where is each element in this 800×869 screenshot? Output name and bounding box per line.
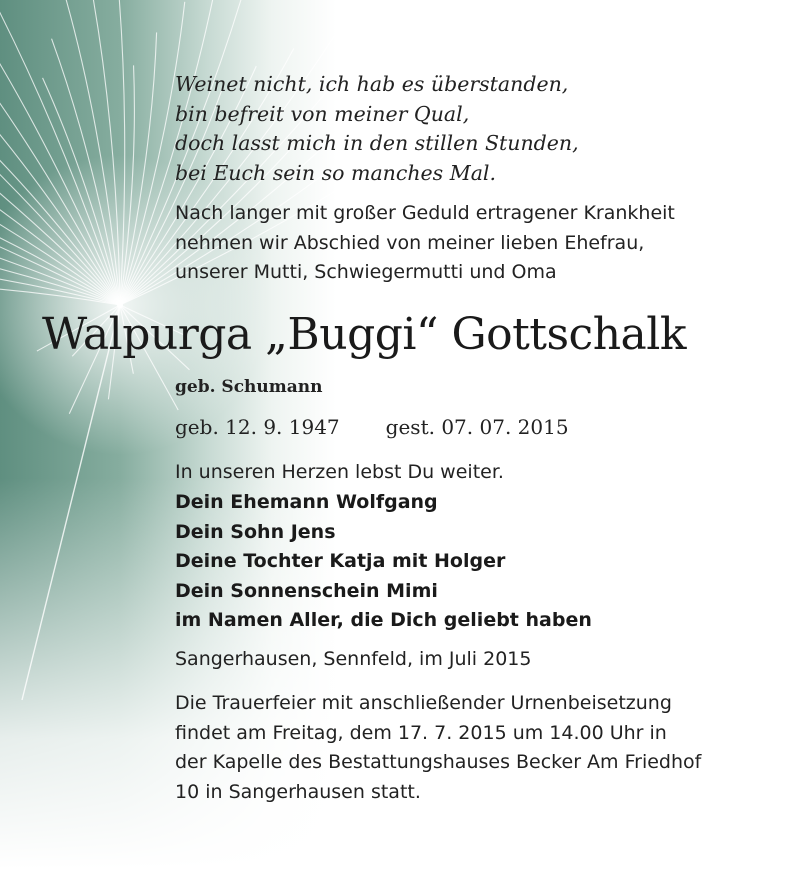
mourners-list [175,488,592,636]
intro-text [175,199,675,288]
service-line: 10 in Sangerhausen statt. [175,780,421,803]
funeral-service-info [175,689,701,807]
service-line: der Kapelle des Bestattungshauses Becker Am Friedhof [175,751,702,773]
intro-line: unserer Mutti, Schwiegermutti und Oma [175,261,557,283]
poem-line: doch lasst mich in den stillen Stunden, [175,131,579,155]
poem-line: bei Euch sein so manches Mal. [175,160,497,185]
mourner: im Namen Aller, die Dich geliebt haben [175,609,592,632]
intro-line: nehmen wir Abschied von meiner lieben Ehefrau, [175,231,645,254]
mourner: Dein Sonnenschein Mimi [175,579,438,602]
poem-verse [175,70,579,188]
deceased-name: Walpurga „Buggi“ Gottschalk [42,309,687,360]
place-and-date: Sangerhausen, Sennfeld, im Juli 2015 [175,648,532,670]
mourner: Dein Sohn Jens [175,520,336,543]
farewell-line: In unseren Herzen lebst Du weiter. [175,461,504,483]
poem-line: Weinet nicht, ich hab es überstanden, [175,72,569,96]
service-line: Die Trauerfeier mit anschließender Urnenbeisetzung [175,692,672,714]
life-dates [175,415,569,439]
death-date: gest. 07. 07. 2015 [385,415,569,439]
mourner: Deine Tochter Katja mit Holger [175,550,506,573]
poem-line: bin befreit von meiner Qual, [175,101,470,126]
service-line: findet am Freitag, dem 17. 7. 2015 um 14.00 Uhr in [175,721,667,744]
mourner: Dein Ehemann Wolfgang [175,491,438,513]
intro-line: Nach langer mit großer Geduld ertragener Krankheit [175,202,675,224]
maiden-name: geb. Schumann [175,377,323,397]
birth-date: geb. 12. 9. 1947 [175,415,340,439]
